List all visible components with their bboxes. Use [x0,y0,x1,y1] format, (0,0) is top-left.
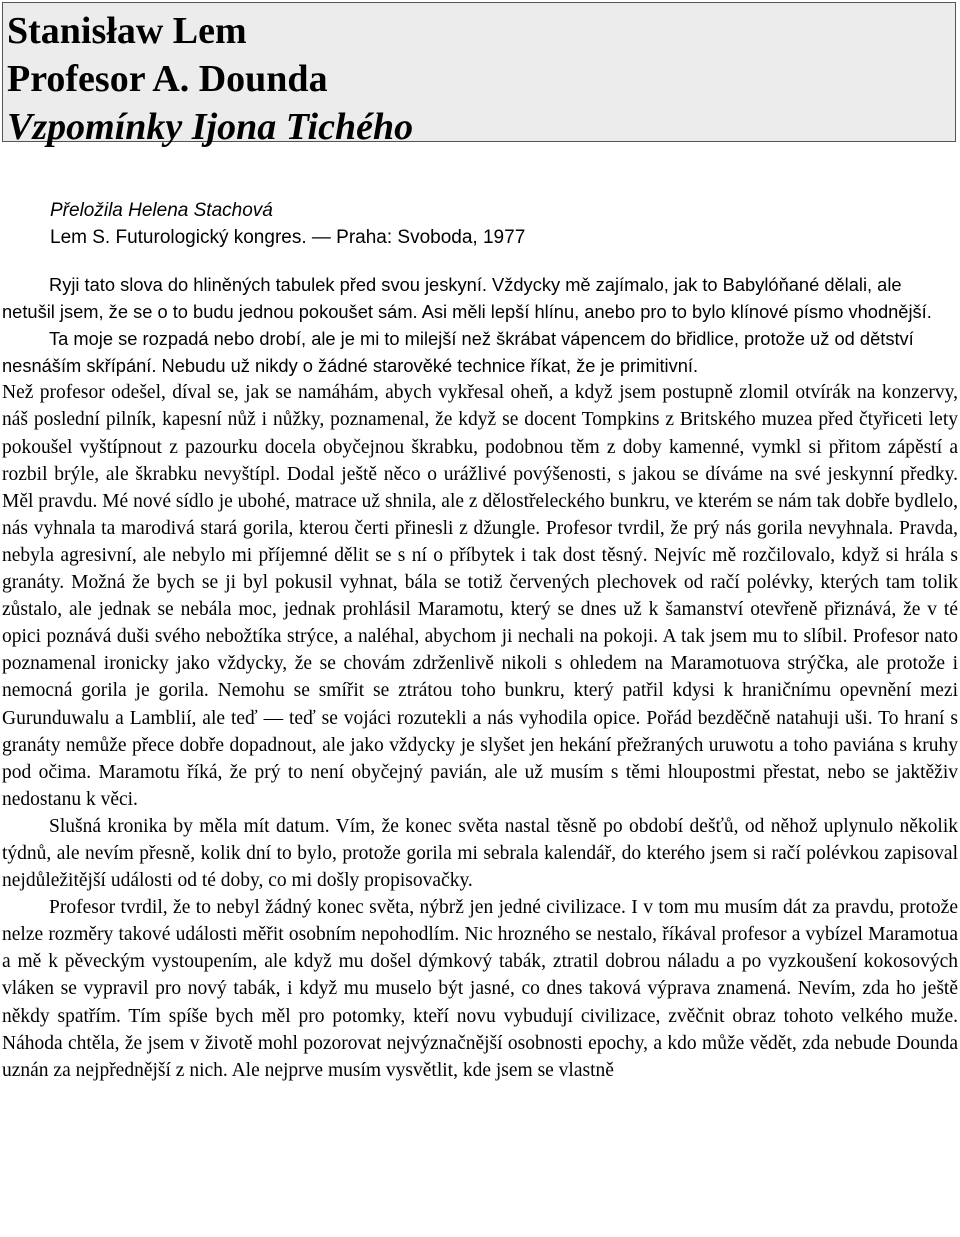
paragraph-2: Ta moje se rozpadá nebo drobí, ale je mi to milejší než škrábat vápencem do břidlice, protože už od dětství nesnáším skřípání. Nebudu už nikdy o žádné starověké technice říkat, že je primitivní. [2,328,914,377]
credits-block [50,197,525,251]
work-subtitle: Vzpomínky Ijona Tichého [7,106,414,148]
paragraph-1: Ryji tato slova do hliněných tabulek před svou jeskyní. Vždycky mě zajímalo, jak to Babylóňané dělali, ale netušil jsem, že se o to budu jednou pokoušet sám. Asi měli lepší hlínu, anebo pro to bylo klínové písmo vhodnější. [2,274,932,323]
document-body [2,271,958,1084]
paragraph-4: Slušná kronika by měla mít datum. Vím, že konec světa nastal těsně po období dešťů, od něhož uplynulo několik týdnů, ale nevím přesně, kolik dní to bylo, protože gorila mi sebrala kalendář, do kterého jsem si račí polévkou zapisoval nejdůležitější události od té doby, co mi došly propisovačky. [2,815,958,892]
title-header [2,2,956,148]
paragraph-5: Profesor tvrdil, že to nebyl žádný konec světa, nýbrž jen jedné civilizace. I v tom mu musím dát za pravdu, protože nelze rozměry takové události měřit osobním nepohodlím. Nic hrozného se nestalo, říkával profesor a vybízel Maramotua a mě k pěveckým vystoupením, ale když mu došel dýmkový tabák, ztratil dobrou náladu a po vyzkoušení kokosových vláken se vypravil pro nový tabák, i když mu muselo být jasné, co dnes taková výprava znamená. Nevím, zda ho ještě někdy spatřím. Tím spíše bych měl pro potomky, kteří novu vybudují civilizace, zvěčnit obraz tohoto velkého muže. Náhoda chtěla, že jsem v životě mohl pozorovat nejvýznačnější osobnosti epochy, a kdo může vědět, zda nebude Dounda uznán za nejpřednější z nich. Ale nejprve musím vysvětlit, kde jsem se vlastně [2,897,958,1081]
author-name: Stanisław Lem [7,10,247,52]
translator-credit: Přeložila Helena Stachová [50,200,273,221]
paragraph-3: Než profesor odešel, díval se, jak se namáhám, abych vykřesal oheň, a když jsem postupně zlomil otvírák na konzervy, náš poslední pilník, kapesní nůž i nůžky, poznamenal, že když se docent Tompkins z Britského muzea před čtyřiceti lety pokoušel vyštípnout z pazourku docela obyčejnou škrabku, podobnou těm z doby kamenné, vymkl si přitom zápěstí a rozbil brýle, ale škrabku nevyštípl. Dodal ještě něco o urážlivé povýšenosti, s jakou se díváme na své jeskynní předky. Měl pravdu. Mé nové sídlo je ubohé, matrace už shnila, ale z dělostřeleckého bunkru, ve kterém se nám tak dobře bydlelo, nás vyhnala ta marodivá stará gorila, kterou čerti přinesli z džungle. Profesor tvrdil, že prý nás gorila nevyhnala. Pravda, nebyla agresivní, ale nebylo mi příjemné dělit se s ní o příbytek i tak dost těsný. Nejvíc mě rozčilovalo, když si hrála s granáty. Možná že bych se ji byl pokusil vyhnat, bála se totiž červených plechovek od račí polévky, kterých tam tolik zůstalo, ale jednak se nebála moc, jednak prohlásil Maramotu, který se dnes už k šamanství otevřeně přiznává, že v té opici poznává duši svého nebožtíka strýce, a naléhal, abychom ji nechali na pokoji. A tak jsem mu to slíbil. Profesor nato poznamenal ironicky jako vždycky, že se chovám zdrženlivě nikoli s ohledem na Maramotuova strýčka, ale protože i nemocná gorila je gorila. Nemohu se smířit se ztrátou toho bunkru, který patřil kdysi k hraničnímu opevnění mezi Gurunduwalu a Lamblií, ale teď — teď se vojáci rozutekli a nás vyhodila opice. Pořád bezděčně natahuji uši. To hraní s granáty nemůže přece dobře dopadnout, ale jako vždycky je slyšet jen hekání přežraných uruwotu a toho paviána s kruhy pod očima. Maramotu říká, že prý to není obyčejný pavián, ale už musím s těmi hloupostmi přestat, nebo se jaktěživ nedostanu k věci. [2,382,958,810]
source-credit: Lem S. Futurologický kongres. — Praha: Svoboda, 1977 [50,227,526,248]
work-title: Profesor A. Dounda [7,58,328,100]
